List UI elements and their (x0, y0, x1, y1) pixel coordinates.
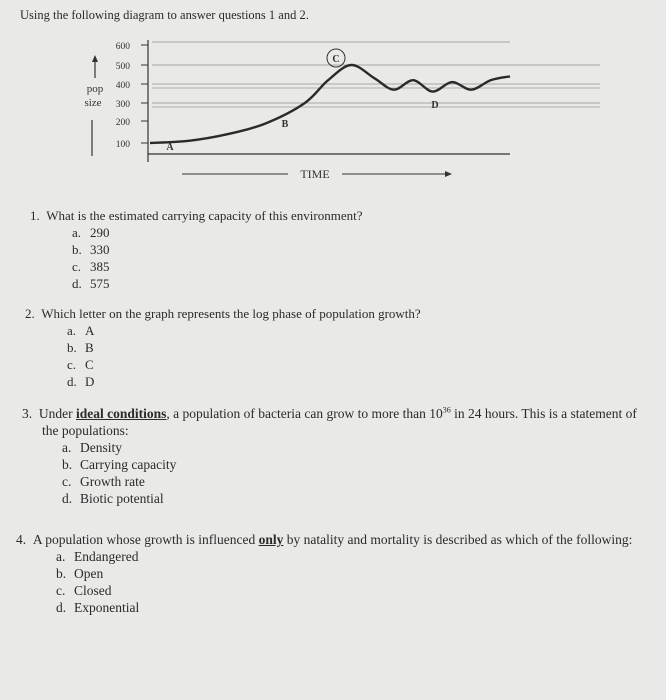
q2-option-c (67, 356, 421, 373)
q3-option-d (62, 490, 647, 507)
option-letter: b. (72, 242, 82, 257)
option-letter: a. (62, 440, 72, 455)
option-letter: d. (72, 276, 82, 291)
option-text: Growth rate (80, 474, 145, 489)
x-label-time: TIME (300, 167, 330, 181)
option-letter: c. (67, 357, 77, 372)
q1-option-c (72, 258, 362, 275)
option-letter: a. (72, 225, 82, 240)
question-2: 2. Which letter on the graph represents the log phase of population growth? a. A b. B c. C d. D (25, 306, 421, 389)
y-label-size: size (84, 97, 102, 109)
q1-option-d (72, 275, 362, 292)
option-text: Open (74, 566, 104, 581)
q4-option-a (56, 548, 661, 565)
q2-option-b (67, 339, 421, 356)
option-letter: b. (62, 457, 73, 472)
q4-option-b (56, 565, 661, 582)
question-3-options (62, 439, 647, 507)
option-text: D (85, 374, 95, 389)
option-text: Density (80, 440, 122, 455)
population-graph (0, 0, 666, 200)
point-label-d: D (431, 100, 439, 111)
population-curve (150, 65, 510, 143)
intro-text: Using the following diagram to answer questions 1 and 2. (20, 8, 309, 22)
option-letter: c. (62, 474, 72, 489)
option-text: 290 (90, 225, 110, 240)
q1-option-b (72, 241, 362, 258)
q3-option-b (62, 456, 647, 473)
option-letter: d. (62, 491, 73, 506)
q1-option-a (72, 224, 362, 241)
option-text: 385 (90, 259, 110, 274)
option-text: Carrying capacity (80, 457, 177, 472)
option-letter: c. (56, 583, 66, 598)
option-text: A (85, 323, 95, 338)
option-text: Exponential (74, 600, 140, 615)
option-letter: b. (56, 566, 67, 581)
y-tick-label-200: 200 (115, 118, 130, 128)
question-1-options (72, 224, 362, 292)
option-text: Closed (74, 583, 112, 598)
y-tick-label-400: 400 (115, 81, 130, 91)
question-2-text: Which letter on the graph represents the log phase of population growth? (41, 306, 421, 321)
ideal-conditions-emphasis: ideal conditions (76, 406, 167, 421)
question-3: 3. Under ideal conditions, a population of bacteria can grow to more than $10^{36}$ in 24 hours. This is a statement of the populations: a. Density b. Carrying capacity c. Growth rate d. Biotic potential (22, 405, 647, 507)
option-letter: d. (56, 600, 67, 615)
y-tick-label-100: 100 (115, 140, 130, 150)
point-label-c: C (332, 54, 340, 65)
option-text: 575 (90, 276, 110, 291)
option-text: Endangered (74, 549, 139, 564)
y-tick-label-300: 300 (115, 100, 130, 110)
question-1-text: What is the estimated carrying capacity of this environment? (46, 208, 363, 223)
y-label-pop: pop (86, 83, 104, 95)
question-4-options (56, 548, 661, 616)
y-axis-label (84, 55, 103, 156)
point-label-b: B (281, 119, 289, 130)
q4-option-c (56, 582, 661, 599)
q2-option-a (67, 322, 421, 339)
q3-option-c (62, 473, 647, 490)
option-letter: b. (67, 340, 77, 355)
option-text: 330 (90, 242, 110, 257)
q4-option-d (56, 599, 661, 616)
point-label-a: A (166, 142, 174, 153)
option-letter: a. (67, 323, 77, 338)
only-emphasis: only (258, 532, 284, 547)
question-4: 4. A population whose growth is influenced only by natality and mortality is described as which of the following: a. Endangered b. Open c. Closed d. Exponential (16, 531, 661, 616)
q3-option-a (62, 439, 647, 456)
option-letter: c. (72, 259, 82, 274)
y-tick-label-600: 600 (115, 42, 130, 52)
time-axis-label (182, 167, 452, 181)
question-2-options (67, 322, 421, 390)
option-text: C (85, 357, 94, 372)
question-1: 1. What is the estimated carrying capacity of this environment? a. 290 b. 330 c. 385 d. 575 (30, 208, 363, 291)
option-letter: d. (67, 374, 77, 389)
y-tick-label-500: 500 (115, 62, 130, 72)
option-text: Biotic potential (80, 491, 164, 506)
option-letter: a. (56, 549, 66, 564)
q2-option-d (67, 373, 421, 390)
option-text: B (85, 340, 94, 355)
